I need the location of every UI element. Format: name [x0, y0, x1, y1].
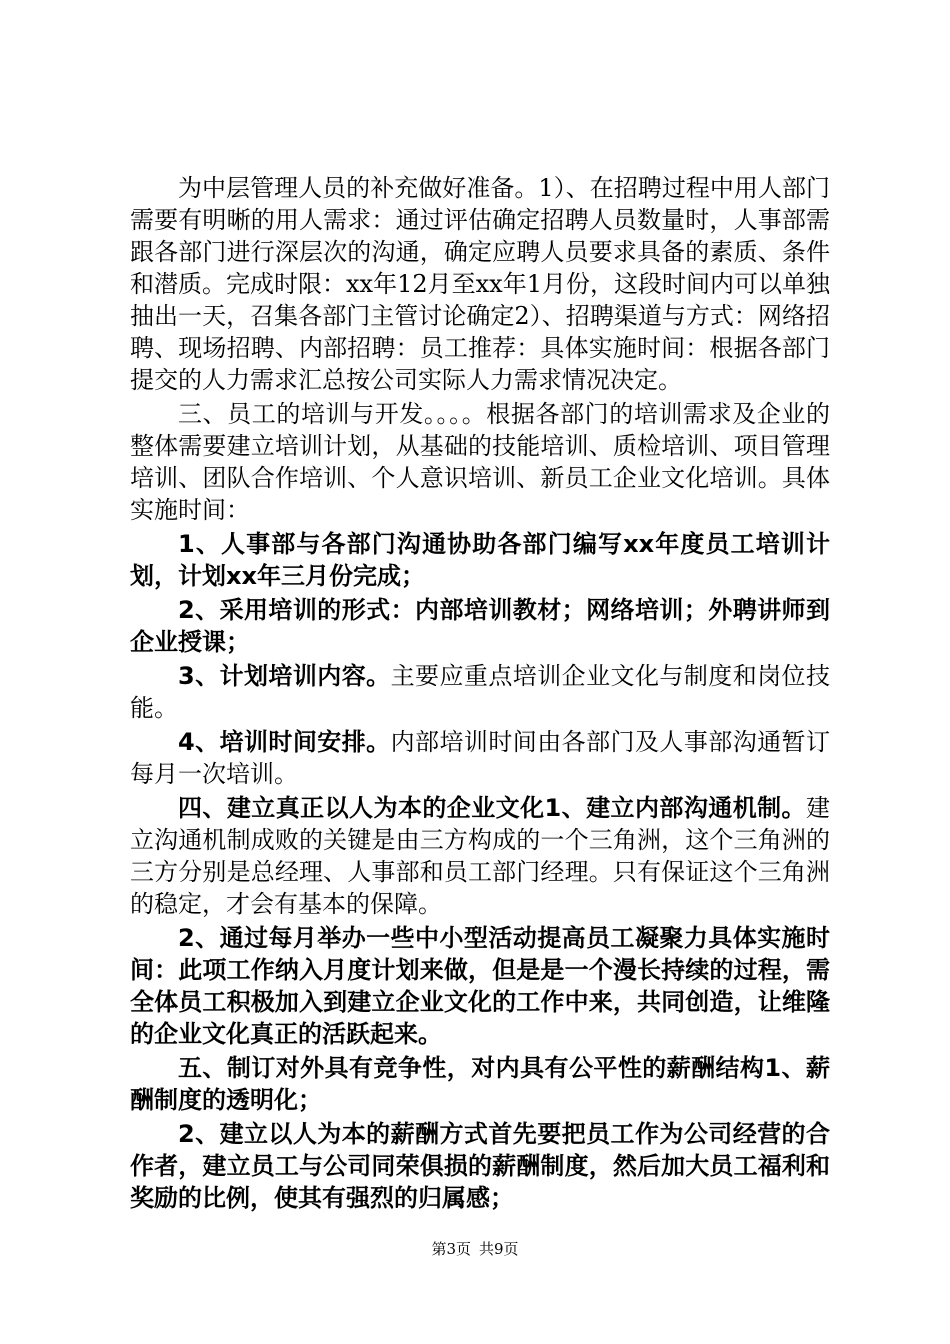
paragraph-lead: 3、计划培训内容。: [178, 662, 391, 690]
paragraph-text: 建立沟通机制成败的关键是由三方构成的一个三角洲，这个三角洲的三方分别是总经理、人事部和员工部门经理。只有保证这个三角洲的稳定，才会有基本的保障。: [130, 794, 830, 918]
paragraph-training-heading: [130, 398, 830, 526]
paragraph-training-item-2: [130, 594, 830, 658]
paragraph-training-item-1: [130, 528, 830, 592]
paragraph-lead: 四、建立真正以人为本的企业文化1、建立内部沟通机制。: [178, 794, 806, 822]
paragraph-culture-heading: [130, 792, 830, 920]
paragraph-lead: 2、建立以人为本的薪酬方式首先要把员工作为公司经营的合作者，建立员工与公司同荣俱损的薪酬制度，然后加大员工福利和奖励的比例，使其有强烈的归属感；: [130, 1120, 830, 1212]
page-number-current: 第3页: [431, 1240, 471, 1258]
document-body: [130, 172, 830, 1216]
paragraph-lead: 2、通过每月举办一些中小型活动提高员工凝聚力具体实施时间：此项工作纳入月度计划来做，但是是一个漫长持续的过程，需全体员工积极加入到建立企业文化的工作中来，共同创造，让维隆的企业文化真正的活跃起来。: [130, 924, 830, 1048]
paragraph-lead: 五、制订对外具有竞争性，对内具有公平性的薪酬结构1、薪酬制度的透明化；: [130, 1054, 830, 1114]
paragraph-lead: 1、人事部与各部门沟通协助各部门编写xx年度员工培训计划，计划xx年三月份完成；: [130, 530, 830, 590]
paragraph-training-item-3: [130, 660, 830, 724]
paragraph-text: 主要应重点培训企业文化与制度和岗位技能。: [130, 662, 830, 722]
page-number-total: 共9页: [479, 1240, 519, 1258]
page-footer: [0, 1238, 950, 1259]
paragraph-culture-item-2: [130, 922, 830, 1050]
paragraph-text: 内部培训时间由各部门及人事部沟通暂订每月一次培训。: [130, 728, 830, 788]
paragraph-salary-item-2: [130, 1118, 830, 1214]
paragraph-text: 三、员工的培训与开发。。。。根据各部门的培训需求及企业的整体需要建立培训计划，从基础的技能培训、质检培训、项目管理培训、团队合作培训、个人意识培训、新员工企业文化培训。具体实施时间：: [130, 400, 830, 524]
paragraph-lead: 4、培训时间安排。: [178, 728, 391, 756]
paragraph-recruitment: [130, 172, 830, 396]
paragraph-text: 为中层管理人员的补充做好准备。1）、在招聘过程中用人部门需要有明晰的用人需求：通过评估确定招聘人员数量时，人事部需跟各部门进行深层次的沟通，确定应聘人员要求具备的素质、条件和潜质。完成时限：xx年12月至xx年1月份，这段时间内可以单独抽出一天，召集各部门主管讨论确定2）、招聘渠道与方式：网络招聘、现场招聘、内部招聘：员工推荐：具体实施时间：根据各部门提交的人力需求汇总按公司实际人力需求情况决定。: [130, 174, 830, 394]
paragraph-salary-heading: [130, 1052, 830, 1116]
paragraph-lead: 2、采用培训的形式：内部培训教材；网络培训；外聘讲师到企业授课；: [130, 596, 830, 656]
paragraph-training-item-4: [130, 726, 830, 790]
